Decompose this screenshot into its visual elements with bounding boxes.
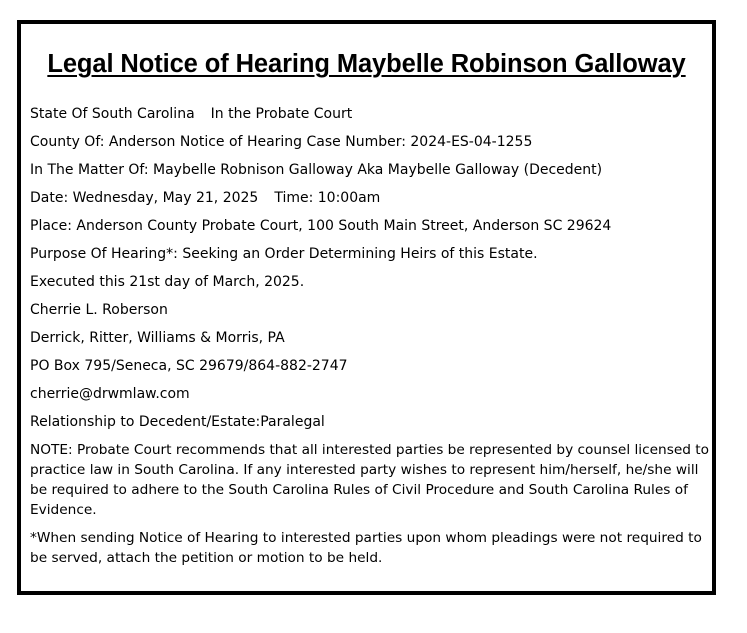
time-text: Time: 10:00am xyxy=(274,190,381,206)
state-text: State Of South Carolina xyxy=(30,106,195,122)
signer-name: Cherrie L. Roberson xyxy=(30,302,168,318)
footnote-paragraph: *When sending Notice of Hearing to interested parties upon whom pleadings were not required to be served, attach the petition or motion to be held. xyxy=(30,530,702,566)
executed-line: Executed this 21st day of March, 2025. xyxy=(30,274,305,290)
address-line: PO Box 795/Seneca, SC 29679/864-882-2747 xyxy=(30,358,348,374)
county-case-line: County Of: Anderson Notice of Hearing Case Number: 2024-ES-04-1255 xyxy=(30,134,533,150)
notice-title: Legal Notice of Hearing Maybelle Robinson Galloway xyxy=(47,50,686,78)
date-time-line xyxy=(30,188,714,208)
place-line: Place: Anderson County Probate Court, 100 South Main Street, Anderson SC 29624 xyxy=(30,218,612,234)
court-text: In the Probate Court xyxy=(210,106,353,122)
matter-line: In The Matter Of: Maybelle Robnison Galloway Aka Maybelle Galloway (Decedent) xyxy=(30,162,603,178)
purpose-line: Purpose Of Hearing*: Seeking an Order Determining Heirs of this Estate. xyxy=(30,246,538,262)
date-text: Date: Wednesday, May 21, 2025 xyxy=(30,190,259,206)
relationship-line: Relationship to Decedent/Estate:Paralegal xyxy=(30,414,325,430)
notice-frame xyxy=(17,20,716,595)
email-text: cherrie@drwmlaw.com xyxy=(30,386,190,402)
note-paragraph: NOTE: Probate Court recommends that all interested parties be represented by counsel licensed to practice law in South Carolina. If any interested party wishes to represent him/herself, he/she will be required to adhere to the South Carolina Rules of Civil Procedure and South Carolina Rules of Evidence. xyxy=(30,442,710,518)
notice-body xyxy=(30,104,714,576)
firm-name: Derrick, Ritter, Williams & Morris, PA xyxy=(30,330,285,346)
state-court-line xyxy=(30,104,714,124)
